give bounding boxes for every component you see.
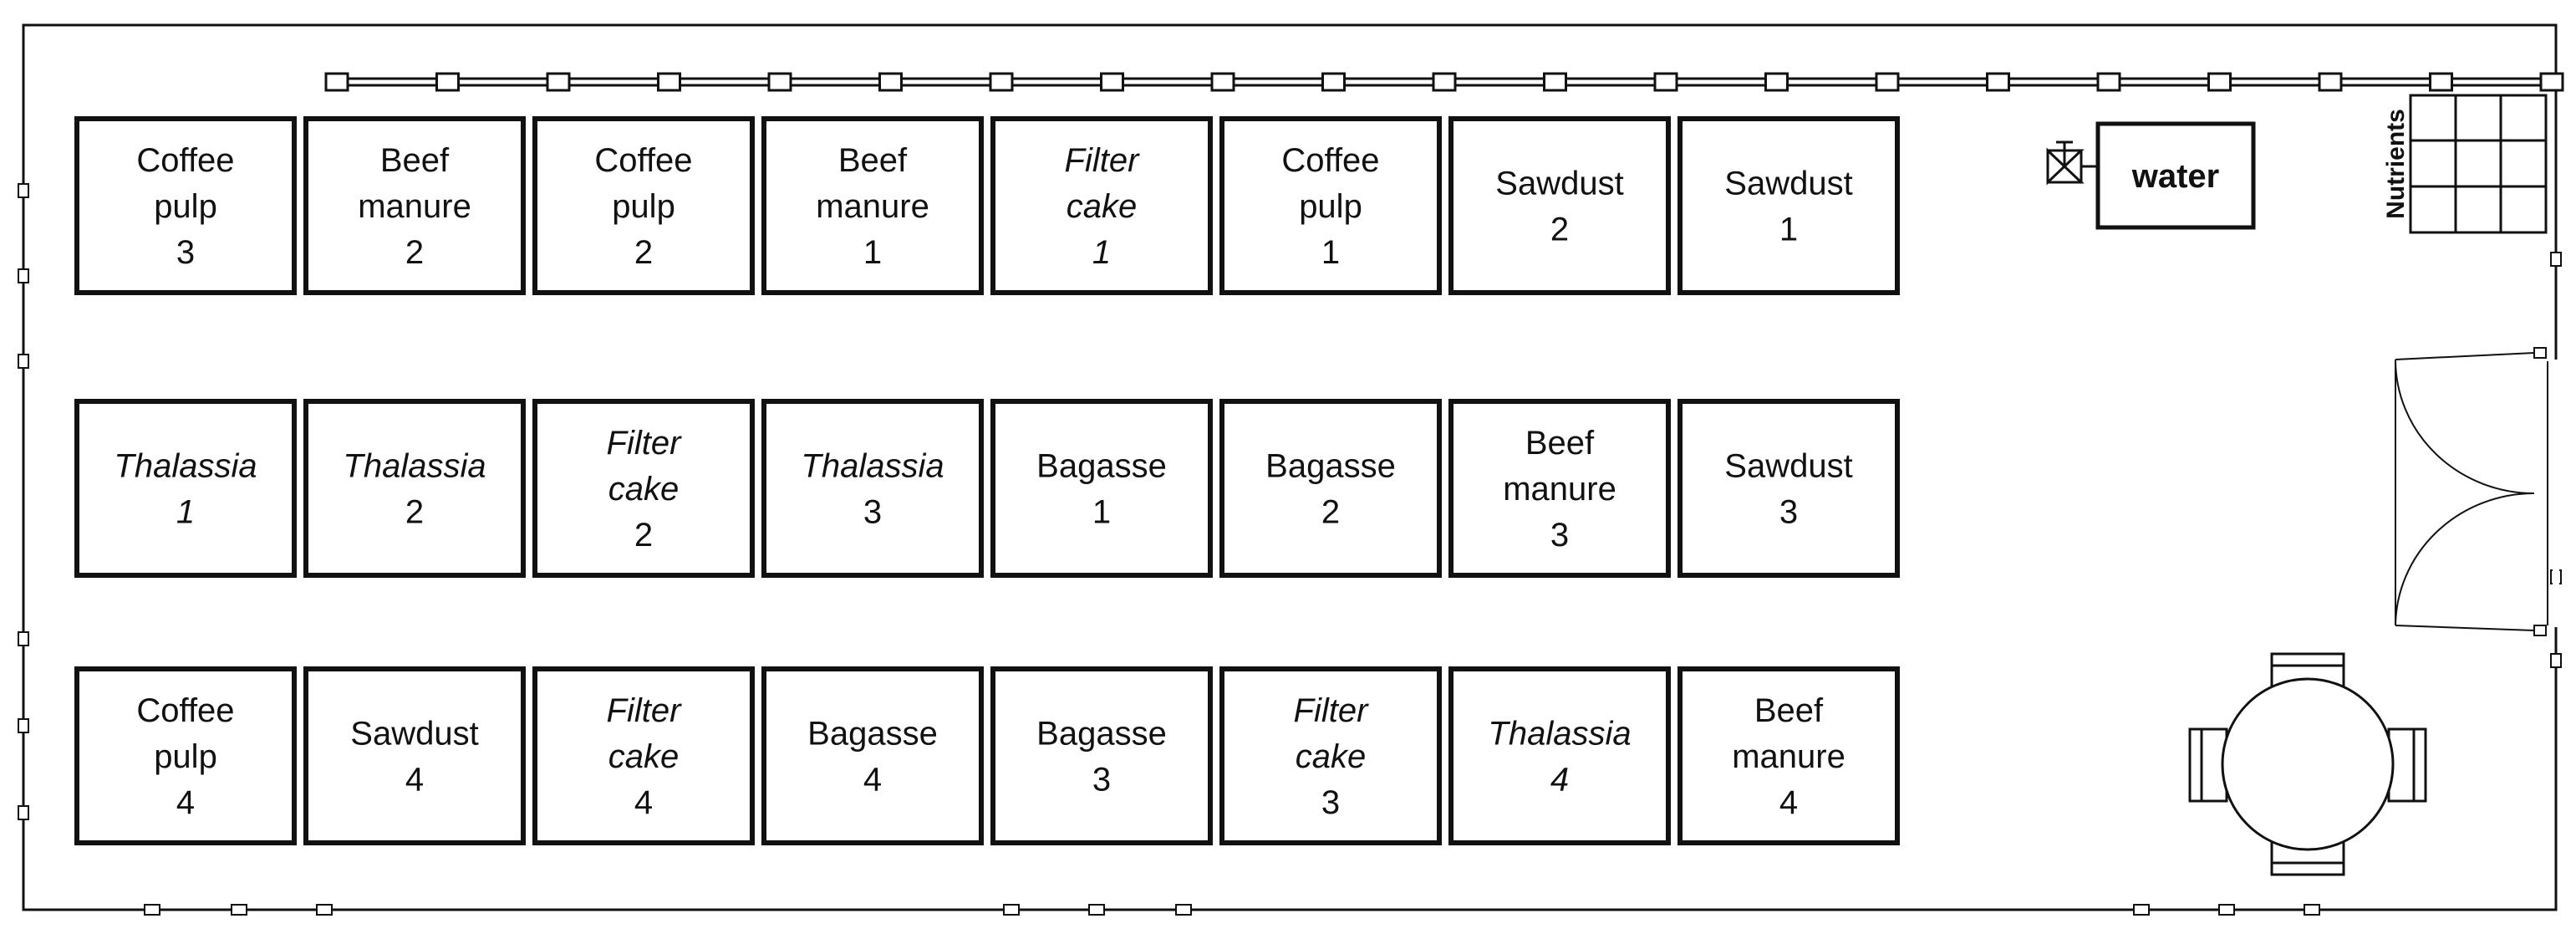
table-with-chairs	[2190, 654, 2426, 875]
bed-rows	[77, 119, 1897, 843]
bed-label-line: Beef	[379, 142, 450, 179]
pipe-connector	[2209, 74, 2231, 90]
bed-box	[1680, 119, 1897, 293]
bed-row	[77, 669, 1897, 843]
pipe-connector	[1655, 74, 1677, 90]
bed-label-line: 1	[1321, 234, 1341, 271]
bed-label-line: 2	[1550, 211, 1570, 248]
pipe-connector	[326, 74, 348, 90]
pipe-connector	[1433, 74, 1455, 90]
wall-marker	[2551, 253, 2561, 266]
bed-plot	[535, 119, 752, 293]
bed-box	[306, 401, 523, 575]
bed-label-line: Thalassia	[1488, 715, 1632, 753]
bed-plot	[764, 669, 981, 843]
pipe-connector	[1876, 74, 1898, 90]
wall-marker	[18, 806, 28, 819]
bed-box	[77, 401, 294, 575]
bed-label-line: 4	[176, 784, 196, 821]
bed-plot	[993, 119, 1210, 293]
bed-box	[764, 401, 981, 575]
bed-label-line: Bagasse	[807, 715, 938, 753]
bed-label-line: 2	[634, 234, 654, 271]
bed-label-line: 3	[1550, 517, 1570, 554]
wall-marker	[1089, 905, 1104, 915]
bed-label-line: 3	[1092, 761, 1112, 799]
bed-label-line: Filter	[606, 425, 681, 462]
wall-marker	[2134, 905, 2149, 915]
bed-label-line: 4	[1779, 784, 1799, 821]
bed-label-line: Sawdust	[350, 715, 479, 753]
bed-box	[764, 669, 981, 843]
bed-plot	[764, 119, 981, 293]
pipe-connector	[547, 74, 569, 90]
pipe-connector	[1988, 74, 2009, 90]
bed-label-line: pulp	[1299, 188, 1362, 225]
bed-plot	[306, 669, 523, 843]
pipe-connector	[2098, 74, 2120, 90]
bed-label-line: 1	[863, 234, 883, 271]
bed-label-line: Filter	[1064, 142, 1139, 179]
wall-marker	[1176, 905, 1191, 915]
bed-label-line: Beef	[1754, 692, 1824, 729]
bed-label-line: Thalassia	[114, 447, 257, 485]
pipe-connector	[1545, 74, 1566, 90]
bed-label-line: 3	[863, 493, 883, 531]
bed-label-line: Beef	[837, 142, 908, 179]
bed-label-line: pulp	[154, 188, 217, 225]
bed-label-line: Filter	[606, 692, 681, 729]
bed-plot	[1680, 669, 1897, 843]
bed-label-line: Sawdust	[1724, 165, 1853, 202]
pipe-connector	[437, 74, 459, 90]
nutrients-rack	[2382, 95, 2546, 232]
bed-label-line: Filter	[1293, 692, 1368, 729]
bed-label-line: 4	[1550, 761, 1570, 799]
bed-label-line: 2	[405, 234, 425, 271]
bed-label-line: cake	[608, 471, 680, 508]
bed-label-line: 1	[1092, 493, 1112, 531]
bed-plot	[535, 401, 752, 575]
water-tank	[2098, 124, 2253, 227]
bed-plot	[77, 401, 294, 575]
bed-label-line: pulp	[612, 188, 675, 225]
bed-label-line: cake	[608, 738, 680, 775]
bed-row	[77, 401, 1897, 575]
bed-label-line: 3	[1321, 784, 1341, 821]
bed-label-line: 3	[1779, 493, 1799, 531]
wall-marker	[18, 184, 28, 197]
pipe-connector	[1766, 74, 1788, 90]
bed-label-line: 1	[176, 493, 196, 531]
bed-label-line: 4	[405, 761, 425, 799]
bed-plot	[1451, 401, 1668, 575]
bed-label-line: Bagasse	[1265, 447, 1396, 485]
pipe-connector	[659, 74, 680, 90]
bed-label-line: pulp	[154, 738, 217, 775]
bed-plot	[306, 119, 523, 293]
pipe-connector	[2319, 74, 2341, 90]
bed-label-line: 4	[863, 761, 883, 799]
pipe-connector	[769, 74, 791, 90]
water-valve-icon	[2048, 142, 2098, 182]
wall-marker	[1004, 905, 1019, 915]
bed-plot	[1680, 119, 1897, 293]
pipe-connector	[1212, 74, 1234, 90]
bed-label-line: Coffee	[1281, 142, 1380, 179]
bed-label-line: 1	[1092, 234, 1112, 271]
bed-plot	[1451, 669, 1668, 843]
wall-marker	[2551, 654, 2561, 667]
pipe-connector	[1102, 74, 1123, 90]
bed-label-line: Sawdust	[1724, 447, 1853, 485]
bed-box	[993, 669, 1210, 843]
bed-plot	[535, 669, 752, 843]
bed-label-line: cake	[1295, 738, 1367, 775]
bed-label-line: manure	[1732, 738, 1845, 775]
bed-box	[1680, 401, 1897, 575]
pipe-connector	[2431, 74, 2452, 90]
bed-label-line: 2	[405, 493, 425, 531]
bed-plot	[993, 401, 1210, 575]
bed-plot	[1222, 119, 1439, 293]
bed-label-line: Coffee	[136, 692, 235, 729]
bed-box	[1451, 669, 1668, 843]
bed-label-line: 1	[1779, 211, 1799, 248]
irrigation-pipe	[326, 74, 2563, 90]
bed-box	[993, 401, 1210, 575]
bed-label-line: Bagasse	[1036, 447, 1167, 485]
chair-right	[2389, 729, 2426, 801]
bed-label-line: cake	[1066, 188, 1138, 225]
bed-label-line: manure	[816, 188, 929, 225]
wall-marker	[18, 355, 28, 368]
wall-marker	[2219, 905, 2234, 915]
pipe-connector	[880, 74, 902, 90]
wall-marker	[2304, 905, 2319, 915]
pipe-connector	[990, 74, 1012, 90]
bed-plot	[77, 119, 294, 293]
bed-plot	[306, 401, 523, 575]
bed-label-line: Coffee	[136, 142, 235, 179]
nutrients-label: Nutrients	[2382, 109, 2410, 219]
bed-plot	[1680, 401, 1897, 575]
double-door	[2395, 348, 2556, 635]
bed-label-line: Thalassia	[343, 447, 486, 485]
wall-marker	[145, 905, 160, 915]
round-table	[2222, 679, 2393, 850]
bed-label-line: Thalassia	[801, 447, 944, 485]
bed-box	[306, 669, 523, 843]
bed-label-line: manure	[358, 188, 471, 225]
pipe-connector	[1323, 74, 1345, 90]
bed-box	[1222, 401, 1439, 575]
wall-marker	[18, 269, 28, 283]
bed-label-line: 2	[634, 517, 654, 554]
pipe-connector	[2541, 74, 2563, 90]
water-label: water	[2131, 158, 2220, 195]
bed-label-line: Bagasse	[1036, 715, 1167, 753]
bed-row	[77, 119, 1897, 293]
wall-marker	[18, 719, 28, 732]
bed-label-line: Sawdust	[1495, 165, 1624, 202]
bed-plot	[1222, 669, 1439, 843]
bed-plot	[764, 401, 981, 575]
bed-box	[1451, 119, 1668, 293]
bed-plot	[993, 669, 1210, 843]
bed-label-line: 4	[634, 784, 654, 821]
wall-marker	[18, 632, 28, 646]
bed-label-line: 3	[176, 234, 196, 271]
bed-label-line: 2	[1321, 493, 1341, 531]
bed-label-line: manure	[1503, 471, 1616, 508]
bed-plot	[1451, 119, 1668, 293]
bed-label-line: Coffee	[594, 142, 693, 179]
wall-marker	[317, 905, 332, 915]
wall-marker	[232, 905, 247, 915]
bed-label-line: Beef	[1525, 425, 1595, 462]
bed-plot	[1222, 401, 1439, 575]
chair-left	[2190, 729, 2227, 801]
bed-plot	[77, 669, 294, 843]
